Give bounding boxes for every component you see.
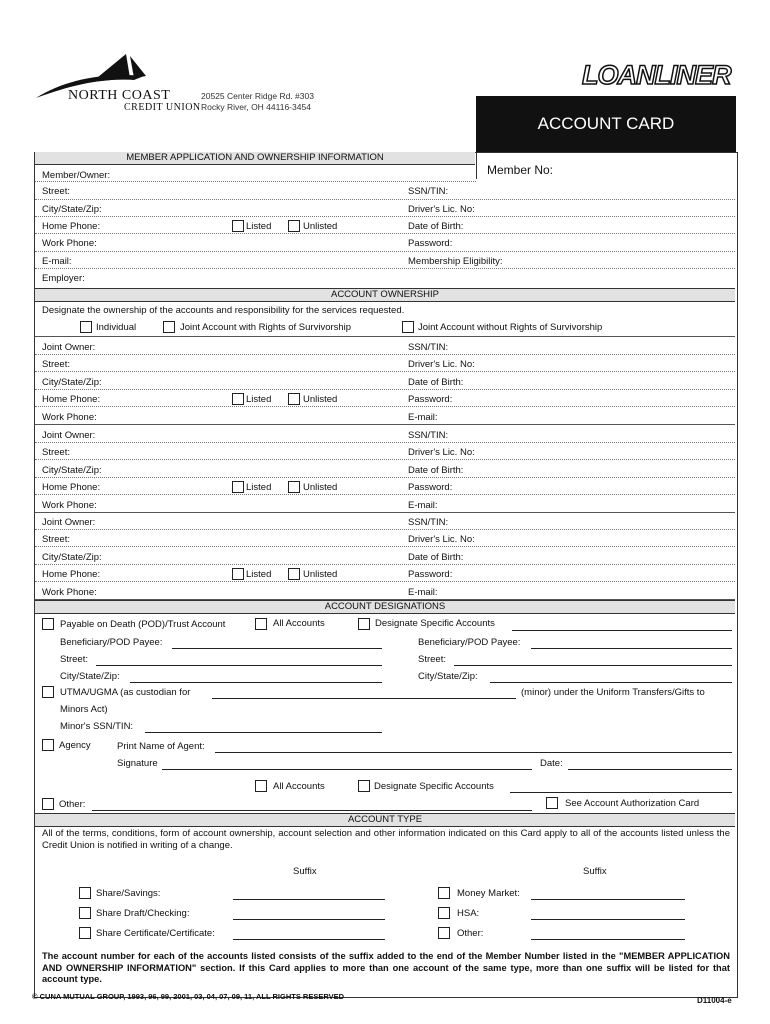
beneficiary-line-left[interactable] — [172, 648, 382, 649]
signature-line[interactable] — [162, 769, 532, 770]
print-name-line[interactable] — [215, 752, 732, 753]
terms-text: All of the terms, conditions, form of account ownership, account selection and other information indicated on this Card apply to all of the accounts listed unless the Credit Union is notified in writing of a change. — [42, 828, 730, 851]
member-owner-label: Member/Owner: — [42, 170, 111, 181]
ownership-divider — [35, 336, 735, 337]
pod-city-label-right: City/State/Zip: — [418, 671, 478, 682]
member-owner-line[interactable] — [35, 181, 476, 182]
joint1-dob-label: Date of Birth: — [408, 376, 464, 388]
beneficiary-label-right: Beneficiary/POD Payee: — [418, 637, 521, 648]
pod-label: Payable on Death (POD)/Trust Account — [60, 619, 226, 630]
beneficiary-label-left: Beneficiary/POD Payee: — [60, 637, 163, 648]
joint2-joint-owner-label: Joint Owner: — [42, 430, 96, 441]
home-phone-label: Home Phone: — [42, 221, 101, 232]
individual-checkbox[interactable] — [80, 321, 92, 333]
joint3-street-line[interactable] — [35, 546, 735, 547]
email-line[interactable] — [35, 268, 735, 269]
joint2-ssn-label: SSN/TIN: — [408, 430, 449, 441]
pod-street-line-right[interactable] — [454, 665, 732, 666]
agency-specific-line[interactable] — [510, 792, 732, 793]
joint3-email-label: E-mail: — [408, 586, 438, 598]
joint3-home-phone-line[interactable] — [35, 581, 735, 582]
joint-rights-label: Joint Account with Rights of Survivorship — [180, 322, 352, 333]
account-number-note: The account number for each of the accounts listed consists of the suffix added to the end of the Member Number listed in the "MEMBER APPLICATION AND OWNERSHIP INFORMATION" section. If this Card applies to more than one account of the same type, more than one suffix will be listed for that account type. — [42, 951, 730, 984]
money-market-suffix-line[interactable] — [531, 899, 685, 900]
pod-checkbox[interactable] — [42, 618, 54, 630]
brand-subname: CREDIT UNION — [124, 102, 201, 113]
joint3-unlisted-checkbox[interactable] — [288, 568, 300, 580]
share-cert-label: Share Certificate/Certificate: — [96, 928, 215, 939]
joint3-drivers-lic-label: Driver's Lic. No: — [408, 534, 475, 546]
address-line1: 20525 Center Ridge Rd. #303 — [201, 91, 314, 101]
other-checkbox[interactable] — [42, 798, 54, 810]
type-other-checkbox[interactable] — [438, 927, 450, 939]
agency-label: Agency — [59, 740, 91, 751]
agency-checkbox[interactable] — [42, 739, 54, 751]
share-cert-checkbox[interactable] — [79, 927, 91, 939]
hsa-label: HSA: — [457, 908, 480, 919]
minor-ssn-label: Minor's SSN/TIN: — [60, 721, 134, 732]
minors-act-label: Minors Act) — [60, 704, 108, 715]
joint2-unlisted-checkbox[interactable] — [288, 481, 300, 493]
listed-checkbox[interactable] — [232, 220, 244, 232]
ssn-label: SSN/TIN: — [408, 186, 449, 197]
designate-text: Designate the ownership of the accounts and responsibility for the services requested. — [42, 305, 405, 316]
money-market-label: Money Market: — [457, 888, 520, 899]
joint2-joint-owner-line[interactable] — [35, 442, 735, 443]
pod-street-line-left[interactable] — [96, 665, 382, 666]
individual-label: Individual — [96, 322, 137, 333]
hsa-suffix-line[interactable] — [531, 919, 685, 920]
joint1-drivers-lic-label: Driver's Lic. No: — [408, 359, 475, 371]
utma-label: UTMA/UGMA (as custodian for — [60, 687, 191, 698]
share-draft-label: Share Draft/Checking: — [96, 908, 190, 919]
suffix-header-left: Suffix — [293, 866, 317, 877]
share-cert-suffix-line[interactable] — [233, 939, 385, 940]
joint1-home-phone-label: Home Phone: — [42, 394, 101, 406]
joint1-unlisted-checkbox[interactable] — [288, 393, 300, 405]
eligibility-label: Membership Eligibility: — [408, 256, 503, 267]
signature-label: Signature — [117, 758, 158, 769]
city-label: City/State/Zip: — [42, 204, 102, 215]
designations-section-title: ACCOUNT DESIGNATIONS — [35, 600, 735, 614]
joint3-work-phone-label: Work Phone: — [42, 586, 97, 598]
joint2-password-label: Password: — [408, 482, 453, 494]
share-savings-suffix-line[interactable] — [233, 899, 385, 900]
agency-all-accounts-checkbox[interactable] — [255, 780, 267, 792]
pod-city-label-left: City/State/Zip: — [60, 671, 120, 682]
work-phone-line[interactable] — [35, 251, 735, 252]
joint1-work-phone-line[interactable] — [35, 424, 735, 425]
joint-without-checkbox[interactable] — [402, 321, 414, 333]
joint1-city-line[interactable] — [35, 389, 735, 390]
utma-minor-label: (minor) under the Uniform Transfers/Gifts to — [521, 687, 705, 698]
member-no-divider — [476, 152, 477, 179]
joint1-joint-owner-label: Joint Owner: — [42, 342, 96, 353]
joint2-city-label: City/State/Zip: — [42, 464, 102, 476]
unlisted-label: Unlisted — [303, 221, 338, 232]
pod-specific-label: Designate Specific Accounts — [375, 618, 495, 629]
joint3-home-phone-label: Home Phone: — [42, 569, 101, 581]
pod-city-line-right[interactable] — [490, 682, 732, 683]
joint2-work-phone-line[interactable] — [35, 512, 735, 513]
pod-all-accounts-label: All Accounts — [273, 618, 325, 629]
joint2-email-label: E-mail: — [408, 499, 438, 511]
work-phone-label: Work Phone: — [42, 238, 97, 249]
form-code: D11004-e — [697, 996, 732, 1005]
joint3-listed-label: Listed — [246, 569, 272, 581]
share-savings-label: Share/Savings: — [96, 888, 161, 899]
dob-label: Date of Birth: — [408, 221, 464, 232]
joint3-joint-owner-line[interactable] — [35, 529, 735, 530]
joint2-listed-checkbox[interactable] — [232, 481, 244, 493]
utma-custodian-line[interactable] — [212, 698, 516, 699]
other-line[interactable] — [92, 810, 532, 811]
joint2-street-line[interactable] — [35, 459, 735, 460]
copyright-text: © CUNA MUTUAL GROUP, 1993, 96, 99, 2001, 03, 04, 07, 09, 11, ALL RIGHTS RESERVED — [32, 992, 345, 1001]
form-frame — [34, 152, 738, 998]
home-phone-line[interactable] — [35, 233, 735, 234]
agency-specific-label: Designate Specific Accounts — [374, 781, 494, 792]
ownership-section-title: ACCOUNT OWNERSHIP — [35, 288, 735, 302]
street-line[interactable] — [35, 199, 735, 200]
joint1-listed-label: Listed — [246, 394, 272, 406]
joint1-street-label: Street: — [42, 359, 70, 371]
city-line[interactable] — [35, 216, 735, 217]
date-label: Date: — [540, 758, 563, 769]
joint-without-label: Joint Account without Rights of Survivorship — [418, 322, 603, 333]
date-line[interactable] — [568, 769, 732, 770]
share-draft-suffix-line[interactable] — [233, 919, 385, 920]
joint2-home-phone-line[interactable] — [35, 494, 735, 495]
share-draft-checkbox[interactable] — [79, 907, 91, 919]
joint1-street-line[interactable] — [35, 371, 735, 372]
member-section-title: MEMBER APPLICATION AND OWNERSHIP INFORMATION — [35, 152, 475, 165]
joint3-city-label: City/State/Zip: — [42, 551, 102, 563]
joint1-city-label: City/State/Zip: — [42, 376, 102, 388]
hsa-checkbox[interactable] — [438, 907, 450, 919]
joint1-password-label: Password: — [408, 394, 453, 406]
brand-name: NORTH COAST — [68, 88, 171, 103]
card-title: ACCOUNT CARD — [476, 96, 736, 152]
joint3-listed-checkbox[interactable] — [232, 568, 244, 580]
joint1-work-phone-label: Work Phone: — [42, 411, 97, 423]
joint2-work-phone-label: Work Phone: — [42, 499, 97, 511]
joint3-password-label: Password: — [408, 569, 453, 581]
utma-checkbox[interactable] — [42, 686, 54, 698]
member-no-label: Member No: — [487, 163, 554, 177]
joint1-email-label: E-mail: — [408, 411, 438, 423]
auth-card-label: See Account Authorization Card — [565, 798, 700, 809]
street-label: Street: — [42, 186, 70, 197]
drivers-lic-label: Driver's Lic. No: — [408, 204, 475, 215]
pod-all-accounts-checkbox[interactable] — [255, 618, 267, 630]
joint2-unlisted-label: Unlisted — [303, 482, 338, 494]
joint3-city-line[interactable] — [35, 564, 735, 565]
type-other-suffix-line[interactable] — [531, 939, 685, 940]
joint2-street-label: Street: — [42, 447, 70, 459]
joint1-listed-checkbox[interactable] — [232, 393, 244, 405]
joint2-city-line[interactable] — [35, 477, 735, 478]
joint3-unlisted-label: Unlisted — [303, 569, 338, 581]
address-line2: Rocky River, OH 44116-3454 — [201, 102, 311, 112]
money-market-checkbox[interactable] — [438, 887, 450, 899]
joint2-home-phone-label: Home Phone: — [42, 482, 101, 494]
other-label: Other: — [59, 799, 86, 810]
joint1-ssn-label: SSN/TIN: — [408, 342, 449, 353]
joint1-home-phone-line[interactable] — [35, 406, 735, 407]
joint2-drivers-lic-label: Driver's Lic. No: — [408, 447, 475, 459]
minor-ssn-line[interactable] — [145, 732, 382, 733]
agency-specific-checkbox[interactable] — [358, 780, 370, 792]
joint-rights-checkbox[interactable] — [163, 321, 175, 333]
loanliner-logo: LOANLINER — [582, 60, 731, 90]
share-savings-checkbox[interactable] — [79, 887, 91, 899]
email-label: E-mail: — [42, 256, 72, 267]
joint3-ssn-label: SSN/TIN: — [408, 517, 449, 528]
pod-specific-line[interactable] — [512, 630, 732, 631]
pod-street-label-right: Street: — [418, 654, 446, 665]
joint3-dob-label: Date of Birth: — [408, 551, 464, 563]
joint3-street-label: Street: — [42, 534, 70, 546]
print-name-label: Print Name of Agent: — [117, 741, 205, 752]
beneficiary-line-right[interactable] — [531, 648, 732, 649]
joint3-joint-owner-label: Joint Owner: — [42, 517, 96, 528]
password-label: Password: — [408, 238, 453, 249]
joint1-joint-owner-line[interactable] — [35, 354, 735, 355]
pod-street-label-left: Street: — [60, 654, 88, 665]
auth-card-checkbox[interactable] — [546, 797, 558, 809]
unlisted-checkbox[interactable] — [288, 220, 300, 232]
joint2-listed-label: Listed — [246, 482, 272, 494]
pod-city-line-left[interactable] — [130, 682, 382, 683]
type-section-title: ACCOUNT TYPE — [35, 813, 735, 827]
listed-label: Listed — [246, 221, 272, 232]
suffix-header-right: Suffix — [583, 866, 607, 877]
employer-label: Employer: — [42, 273, 85, 284]
pod-specific-checkbox[interactable] — [358, 618, 370, 630]
joint1-unlisted-label: Unlisted — [303, 394, 338, 406]
joint2-dob-label: Date of Birth: — [408, 464, 464, 476]
agency-all-accounts-label: All Accounts — [273, 781, 325, 792]
type-other-label: Other: — [457, 928, 484, 939]
